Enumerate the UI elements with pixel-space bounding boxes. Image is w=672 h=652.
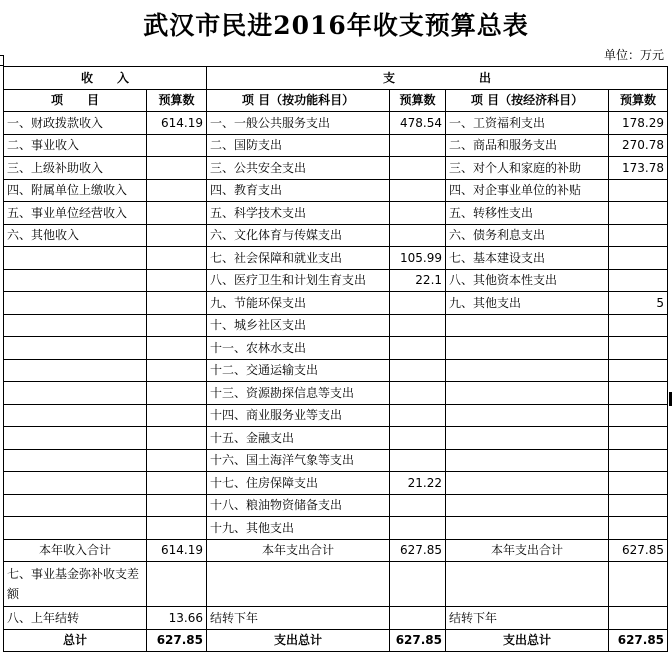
income-item	[4, 427, 147, 450]
function-item: 二、国防支出	[207, 134, 390, 157]
economic-value	[609, 427, 668, 450]
function-value: 105.99	[390, 247, 446, 270]
function-value	[390, 157, 446, 180]
income-item	[4, 449, 147, 472]
economic-value	[609, 472, 668, 495]
economic-value: 178.29	[609, 112, 668, 135]
function-item: 十七、住房保障支出	[207, 472, 390, 495]
economic-item: 四、对企事业单位的补贴	[446, 179, 609, 202]
fund-gap-label: 七、事业基金弥补收支差额	[4, 562, 147, 607]
empty-cell	[390, 562, 446, 607]
income-value	[147, 202, 207, 225]
economic-item: 九、其他支出	[446, 292, 609, 315]
carry-in-label: 八、上年结转	[4, 607, 147, 630]
economic-value	[609, 314, 668, 337]
grand-income-label: 总计	[4, 629, 147, 652]
function-item: 一、一般公共服务支出	[207, 112, 390, 135]
grand-economic-value: 627.85	[609, 629, 668, 652]
economic-item	[446, 382, 609, 405]
economic-value	[609, 494, 668, 517]
function-value	[390, 404, 446, 427]
function-total-value: 627.85	[390, 539, 446, 562]
function-value: 478.54	[390, 112, 446, 135]
economic-value	[609, 449, 668, 472]
economic-item	[446, 472, 609, 495]
income-item: 一、财政拨款收入	[4, 112, 147, 135]
function-value	[390, 292, 446, 315]
income-budget-header: 预算数	[147, 89, 207, 112]
function-value: 21.22	[390, 472, 446, 495]
economic-value: 5	[609, 292, 668, 315]
income-item	[4, 292, 147, 315]
table-row	[4, 269, 668, 292]
income-value	[147, 382, 207, 405]
grand-function-label: 支出总计	[207, 629, 390, 652]
economic-item	[446, 427, 609, 450]
function-item: 十、城乡社区支出	[207, 314, 390, 337]
economic-item: 五、转移性支出	[446, 202, 609, 225]
function-item: 十三、资源勘探信息等支出	[207, 382, 390, 405]
table-row	[4, 247, 668, 270]
economic-value	[609, 359, 668, 382]
function-item: 十四、商业服务业等支出	[207, 404, 390, 427]
income-value	[147, 359, 207, 382]
function-value	[390, 314, 446, 337]
function-item: 九、节能环保支出	[207, 292, 390, 315]
income-value	[147, 449, 207, 472]
function-value	[390, 427, 446, 450]
economic-item: 三、对个人和家庭的补助	[446, 157, 609, 180]
carry-out-function-label: 结转下年	[207, 607, 390, 630]
economic-value	[609, 202, 668, 225]
economic-value: 270.78	[609, 134, 668, 157]
table-row	[4, 179, 668, 202]
table-row	[4, 517, 668, 540]
economic-value	[609, 404, 668, 427]
unit-label: 单位：万元	[603, 48, 664, 62]
table-row	[4, 134, 668, 157]
grand-function-value: 627.85	[390, 629, 446, 652]
empty-cell	[609, 562, 668, 607]
income-value	[147, 292, 207, 315]
page-title: 武汉市民进2016年收支预算总表	[143, 11, 529, 40]
economic-item: 七、基本建设支出	[446, 247, 609, 270]
economic-total-value: 627.85	[609, 539, 668, 562]
table-row	[4, 157, 668, 180]
function-value	[390, 382, 446, 405]
function-item: 十五、金融支出	[207, 427, 390, 450]
table-row	[4, 427, 668, 450]
income-total-value: 614.19	[147, 539, 207, 562]
income-header: 收 入	[4, 67, 207, 90]
income-item	[4, 404, 147, 427]
function-item: 十一、农林水支出	[207, 337, 390, 360]
function-item: 十九、其他支出	[207, 517, 390, 540]
expense-header: 支 出	[207, 67, 668, 90]
economic-value	[609, 224, 668, 247]
income-value	[147, 494, 207, 517]
economic-item: 二、商品和服务支出	[446, 134, 609, 157]
income-item	[4, 472, 147, 495]
fund-gap-value	[147, 562, 207, 607]
income-item	[4, 359, 147, 382]
income-item-header: 项 目	[4, 89, 147, 112]
economic-value	[609, 269, 668, 292]
function-value	[390, 517, 446, 540]
economic-value	[609, 517, 668, 540]
economic-item	[446, 449, 609, 472]
function-item: 十二、交通运输支出	[207, 359, 390, 382]
function-item: 十六、国土海洋气象等支出	[207, 449, 390, 472]
table-row	[4, 292, 668, 315]
economic-budget-header: 预算数	[609, 89, 668, 112]
budget-table	[3, 66, 668, 652]
table-row	[4, 202, 668, 225]
income-value	[147, 134, 207, 157]
income-value	[147, 472, 207, 495]
carry-in-value: 13.66	[147, 607, 207, 630]
economic-item	[446, 314, 609, 337]
economic-value	[609, 337, 668, 360]
economic-item: 六、债务利息支出	[446, 224, 609, 247]
economic-value	[609, 247, 668, 270]
function-value	[390, 337, 446, 360]
grand-economic-label: 支出总计	[446, 629, 609, 652]
function-value	[390, 134, 446, 157]
function-item: 十八、粮油物资储备支出	[207, 494, 390, 517]
function-value	[390, 449, 446, 472]
empty-cell	[207, 562, 390, 607]
table-row	[4, 359, 668, 382]
function-total-label: 本年支出合计	[207, 539, 390, 562]
function-item-header: 项 目（按功能科目）	[207, 89, 390, 112]
income-item	[4, 494, 147, 517]
function-item: 七、社会保障和就业支出	[207, 247, 390, 270]
economic-value	[609, 382, 668, 405]
income-item	[4, 382, 147, 405]
income-value	[147, 517, 207, 540]
income-item: 二、事业收入	[4, 134, 147, 157]
budget-rows	[4, 112, 668, 540]
economic-value	[609, 179, 668, 202]
table-row	[4, 404, 668, 427]
income-item	[4, 269, 147, 292]
income-item	[4, 314, 147, 337]
income-value	[147, 247, 207, 270]
income-total-label: 本年收入合计	[4, 539, 147, 562]
function-value	[390, 359, 446, 382]
income-value: 614.19	[147, 112, 207, 135]
economic-value: 173.78	[609, 157, 668, 180]
table-row	[4, 449, 668, 472]
empty-cell	[446, 562, 609, 607]
economic-item	[446, 404, 609, 427]
income-item: 四、附属单位上缴收入	[4, 179, 147, 202]
income-value	[147, 224, 207, 247]
economic-item	[446, 359, 609, 382]
function-value	[390, 202, 446, 225]
income-value	[147, 337, 207, 360]
table-row	[4, 314, 668, 337]
income-item: 六、其他收入	[4, 224, 147, 247]
income-value	[147, 404, 207, 427]
income-item	[4, 247, 147, 270]
carry-out-economic-label: 结转下年	[446, 607, 609, 630]
income-value	[147, 427, 207, 450]
grand-income-value: 627.85	[147, 629, 207, 652]
function-item: 六、文化体育与传媒支出	[207, 224, 390, 247]
economic-item-header: 项 目（按经济科目）	[446, 89, 609, 112]
function-item: 四、教育支出	[207, 179, 390, 202]
economic-item	[446, 517, 609, 540]
function-item: 三、公共安全支出	[207, 157, 390, 180]
income-item: 五、事业单位经营收入	[4, 202, 147, 225]
economic-item: 八、其他资本性支出	[446, 269, 609, 292]
economic-item	[446, 337, 609, 360]
table-row	[4, 494, 668, 517]
income-value	[147, 314, 207, 337]
economic-total-label: 本年支出合计	[446, 539, 609, 562]
carry-out-function-value	[390, 607, 446, 630]
function-value	[390, 494, 446, 517]
income-item: 三、上级补助收入	[4, 157, 147, 180]
income-item	[4, 517, 147, 540]
function-value	[390, 179, 446, 202]
table-row	[4, 337, 668, 360]
economic-item: 一、工资福利支出	[446, 112, 609, 135]
income-value	[147, 179, 207, 202]
function-value	[390, 224, 446, 247]
income-value	[147, 157, 207, 180]
function-item: 五、科学技术支出	[207, 202, 390, 225]
economic-item	[446, 494, 609, 517]
table-row	[4, 112, 668, 135]
income-item	[4, 337, 147, 360]
income-value	[147, 269, 207, 292]
table-row	[4, 382, 668, 405]
sheet-edge-marker	[0, 55, 4, 66]
function-value: 22.1	[390, 269, 446, 292]
function-budget-header: 预算数	[390, 89, 446, 112]
table-row	[4, 472, 668, 495]
carry-out-economic-value	[609, 607, 668, 630]
function-item: 八、医疗卫生和计划生育支出	[207, 269, 390, 292]
table-row	[4, 224, 668, 247]
